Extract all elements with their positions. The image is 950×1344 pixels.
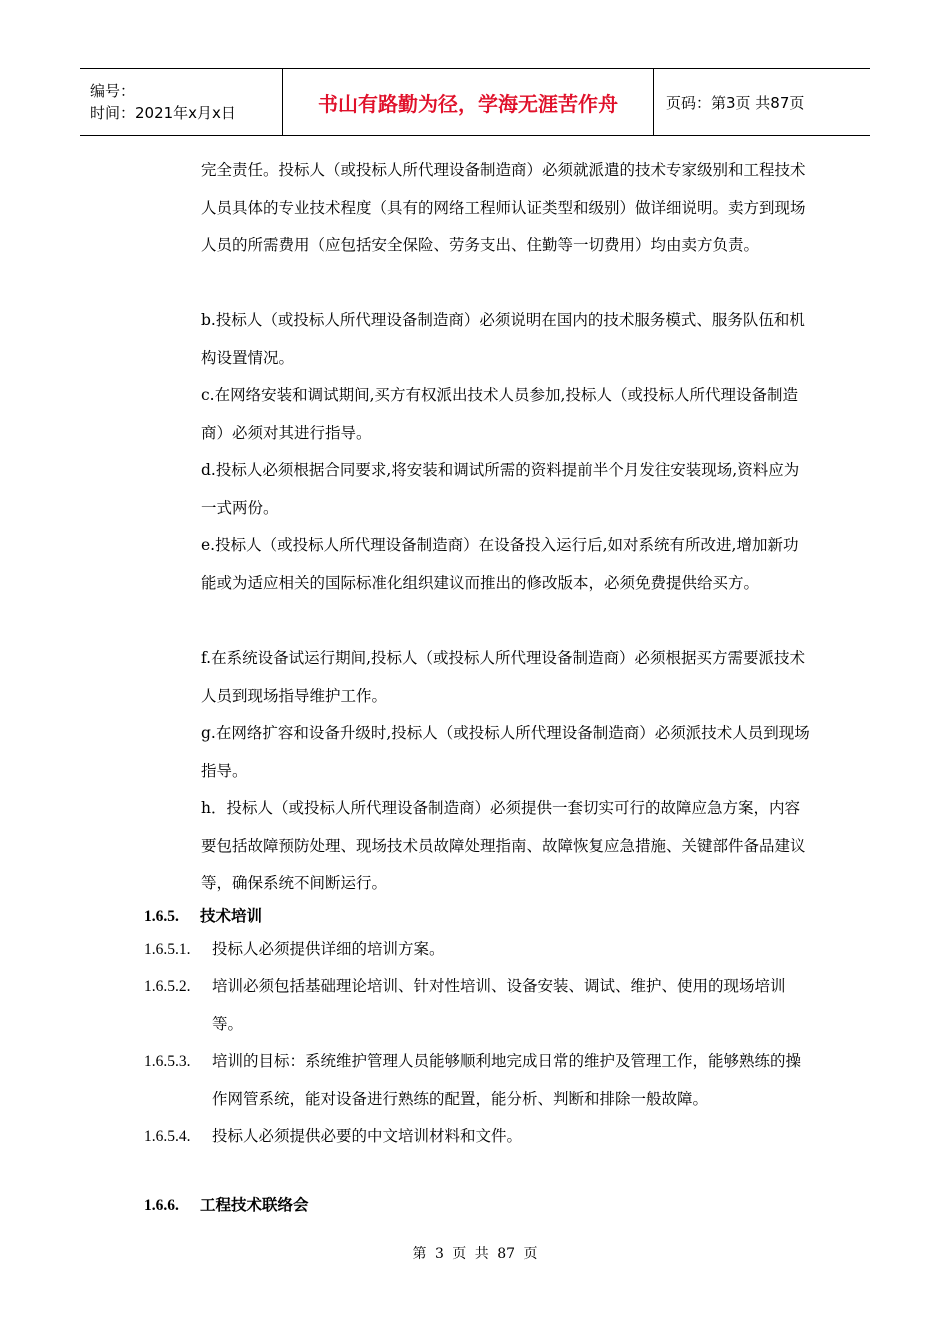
item-text: 投标人必须提供必要的中文培训材料和文件。 (212, 1127, 523, 1145)
paragraph-e: e.投标人（或投标人所代理设备制造商）在设备投入运行后,如对系统有所改进,增加新功能或为适应相关的国际标准化组织建议而推出的修改版本，必须免费提供给买方。 (201, 536, 799, 592)
section-title: 技术培训 (200, 906, 263, 925)
list-item (144, 931, 824, 969)
paragraph-d: d.投标人必须根据合同要求,将安装和调试所需的资料提前半个月发往安装现场,资料应为一式两份。 (201, 461, 800, 517)
paragraph-continued: 完全责任。投标人（或投标人所代理设备制造商）必须就派遣的技术专家级别和工程技术人员具体的专业技术程度（具有的网络工程师认证类型和级别）做详细说明。卖方到现场人员的所需费用（应包括安全保险、劳务支出、住勤等一切费用）均由卖方负责。 (201, 161, 806, 254)
paragraph-h: h．投标人（或投标人所代理设备制造商）必须提供一套切实可行的故障应急方案，内容要包括故障预防处理、现场技术员故障处理指南、故障恢复应急措施、关键部件备品建议等，确保系统不间断运行。 (201, 799, 806, 892)
paragraph-c: c.在网络安装和调试期间,买方有权派出技术人员参加,投标人（或投标人所代理设备制造商）必须对其进行指导。 (201, 386, 798, 442)
document-number-label: 编号： (90, 82, 136, 100)
item-text: 培训的目标：系统维护管理人员能够顺利地完成日常的维护及管理工作，能够熟练的操作网管系统，能对设备进行熟练的配置，能分析、判断和排除一般故障。 (212, 1052, 802, 1108)
document-time-label: 时间：2021年x月x日 (90, 104, 236, 122)
item-number: 1.6.5.2. (144, 978, 191, 995)
header-motto-cell (282, 69, 654, 135)
item-number: 1.6.5.3. (144, 1053, 191, 1070)
page-header (80, 68, 870, 136)
section-title: 工程技术联络会 (200, 1195, 309, 1214)
paragraph-f: f.在系统设备试运行期间,投标人（或投标人所代理设备制造商）必须根据买方需要派技术人员到现场指导维护工作。 (201, 649, 806, 705)
header-page-cell (654, 69, 870, 135)
paragraph-g: g.在网络扩容和设备升级时,投标人（或投标人所代理设备制造商）必须派技术人员到现场指导。 (201, 724, 810, 780)
header-page-label: 页码：第3页 共87页 (666, 93, 805, 112)
item-number: 1.6.5.1. (144, 941, 191, 958)
paragraph-b: b.投标人（或投标人所代理设备制造商）必须说明在国内的技术服务模式、服务队伍和机构设置情况。 (201, 311, 805, 367)
list-item (144, 1043, 824, 1118)
item-number: 1.6.5.4. (144, 1128, 191, 1145)
section-heading-1-6-5 (144, 901, 262, 932)
item-text: 投标人必须提供详细的培训方案。 (212, 940, 445, 958)
header-info (80, 69, 282, 135)
item-text: 培训必须包括基础理论培训、针对性培训、设备安装、调试、维护、使用的现场培训等。 (212, 977, 786, 1033)
header-motto: 书山有路勤为径，学海无涯苦作舟 (318, 91, 618, 116)
page-footer: 第 3 页 共 87 页 (412, 1246, 538, 1262)
section-number: 1.6.6. (144, 1197, 179, 1214)
list-item (144, 968, 824, 1043)
section-heading-1-6-6 (144, 1190, 309, 1221)
list-item (144, 1118, 824, 1156)
section-number: 1.6.5. (144, 908, 179, 925)
